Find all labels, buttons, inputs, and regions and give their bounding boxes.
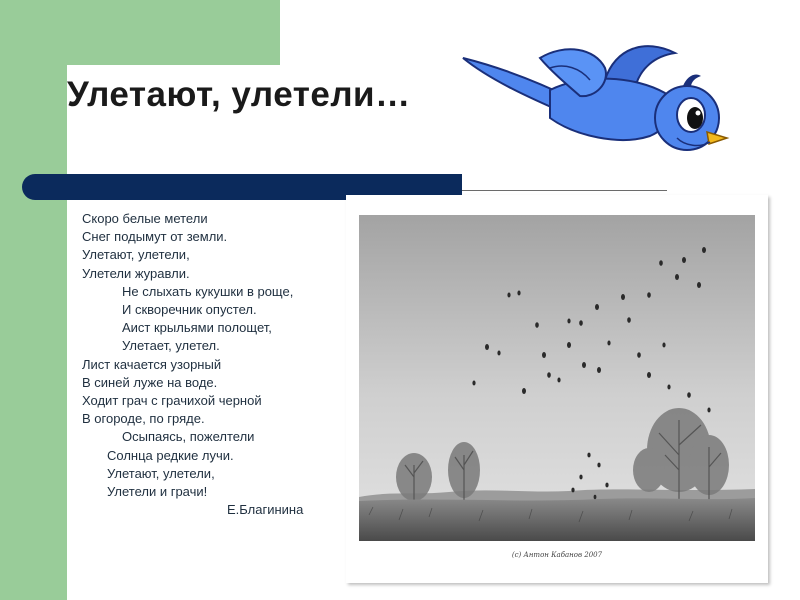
flock-over-field-photo (359, 215, 755, 541)
poem-line: Скоро белые метели (82, 211, 208, 226)
poem-line: Не слыхать кукушки в роще, (122, 283, 294, 299)
poem-line: Лист качается узорный (82, 356, 222, 372)
poem-text (82, 210, 303, 519)
green-top-block (67, 0, 280, 65)
poem-line: Улетели и грачи! (107, 484, 208, 500)
poem-line: Солнца редкие лучи. (107, 447, 234, 463)
page-title: Улетают, улетели… (67, 75, 411, 114)
title-divider-line (462, 190, 667, 191)
poem-line: Ходит грач с грачихой черной (82, 393, 262, 409)
photo-credit: (c) Антон Кабанов 2007 (511, 551, 603, 559)
poem-line: И скворечник опустел. (122, 302, 257, 318)
poem-line: Снег подымут от земли. (82, 229, 228, 245)
poem-author: Е.Благинина (227, 502, 304, 518)
poem-line: Аист крыльями полощет, (122, 320, 272, 336)
flying-bird-icon (455, 28, 730, 158)
poem-line: Улетают, улетели, (107, 465, 215, 481)
poem-line: В огороде, по гряде. (82, 411, 205, 427)
poem-line: В синей луже на воде. (82, 374, 218, 390)
poem-line: Улетают, улетели, (82, 247, 190, 263)
poem-line: Осыпаясь, пожелтели (122, 429, 255, 445)
birds-photo-frame (346, 195, 768, 583)
poem-line: Улетели журавли. (82, 265, 190, 281)
green-side-strip (0, 0, 67, 600)
poem-line: Улетает, улетел. (122, 338, 220, 354)
